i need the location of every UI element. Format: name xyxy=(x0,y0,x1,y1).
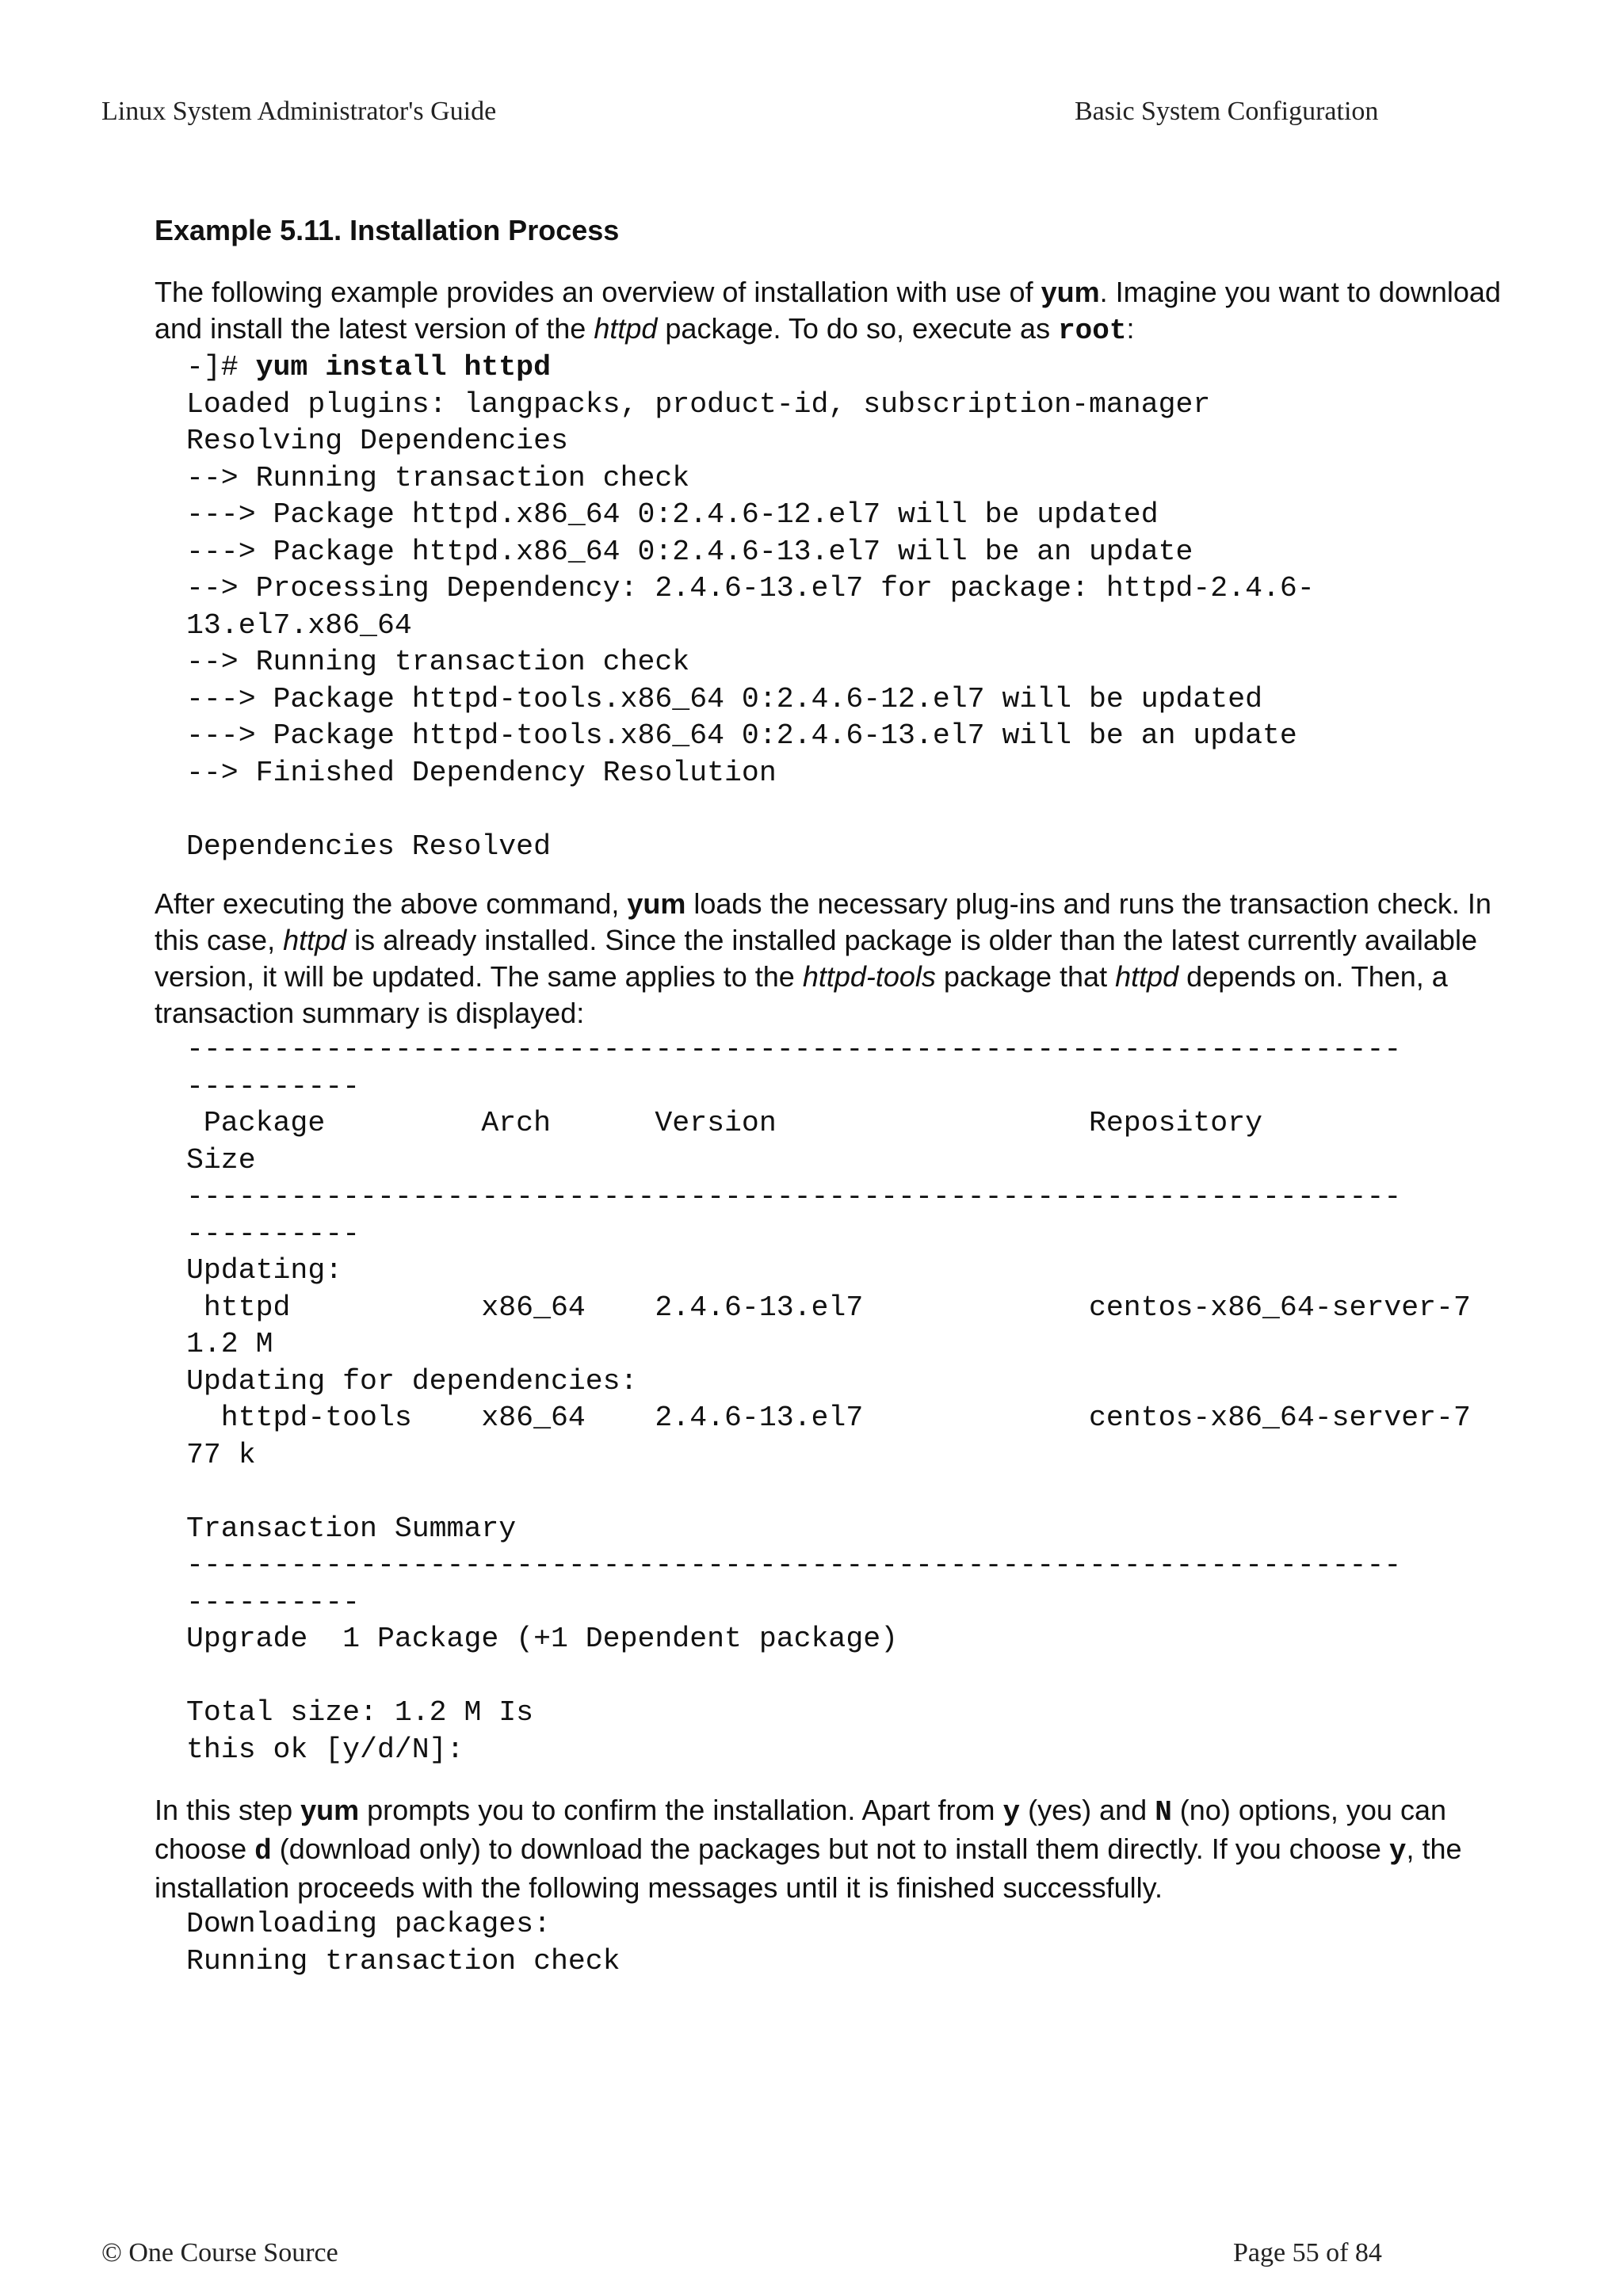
package-name: httpd xyxy=(594,312,658,345)
transaction-summary-output: ---------------------------------------------------------------------- ---------- Package Arch Version Repository Size ---------------------------------------------------------------------- ---------- Updating: httpd x86_64 2.4.6-13.el7 centos-x86_64-server-7 1.2 M Updating for dependencies: httpd-tools x86_64 2.4.6-13.el7 centos-x86_64-server-7 77 k Transaction Summary ---------------------------------------------------------------------- ---------- Upgrade 1 Package (+1 Dependent package) Total size: 1.2 M Is this ok [y/d/N]: xyxy=(186,1033,1471,1766)
text-run: : xyxy=(1126,312,1135,345)
package-name: httpd-tools xyxy=(802,960,936,993)
yum-keyword: yum xyxy=(627,887,686,920)
text-run: package. To do so, execute as xyxy=(657,312,1059,345)
root-user: root xyxy=(1058,315,1127,347)
text-run: (download only) to download the packages but not to install them directly. If you choose xyxy=(271,1833,1389,1865)
package-name: httpd xyxy=(1115,960,1179,993)
option-yes: y xyxy=(1388,1835,1407,1867)
text-run: , the installation proceeds with the following messages until it is finished successfully. xyxy=(155,1833,1462,1904)
download-output: Downloading packages: Running transaction check xyxy=(186,1908,621,1978)
yum-keyword: yum xyxy=(1041,276,1100,308)
running-header-title: Linux System Administrator's Guide xyxy=(101,97,497,126)
example-title: Example 5.11. Installation Process xyxy=(155,214,620,246)
explanation-paragraph xyxy=(155,886,1502,1032)
page-number: Page 55 of 84 xyxy=(1233,2238,1382,2267)
install-command-output xyxy=(186,349,1502,865)
option-download: d xyxy=(254,1835,272,1867)
package-name: httpd xyxy=(283,924,347,956)
text-run: package that xyxy=(935,960,1116,993)
shell-prompt: -]# xyxy=(186,351,256,383)
yum-keyword: yum xyxy=(300,1794,360,1826)
text-run: The following example provides an overview of installation with use of xyxy=(155,276,1041,308)
text-run: depends on. Then, a transaction summary is displayed: xyxy=(155,960,1448,1029)
text-run: (yes) and xyxy=(1020,1794,1155,1826)
option-yes: y xyxy=(1002,1796,1021,1829)
page-content xyxy=(155,212,1502,1980)
option-no: N xyxy=(1155,1796,1172,1829)
install-command: yum install httpd xyxy=(255,351,551,383)
text-run: loads the necessary plug-ins and runs the transaction check. In this case, xyxy=(155,887,1491,956)
intro-paragraph xyxy=(155,274,1502,349)
confirmation-paragraph xyxy=(155,1792,1502,1906)
text-run: prompts you to confirm the installation. Apart from xyxy=(359,1794,1003,1826)
footer-copyright: © One Course Source xyxy=(101,2238,338,2267)
command-output: Loaded plugins: langpacks, product-id, subscription-manager Resolving Dependencies --> Running transaction check ---> Package httpd.x86_64 0:2.4.6-12.el7 will be updated ---> Package httpd.x86_64 0:2.4.6-13.el7 will be an update --> Processing Dependency: 2.4.6-13.el7 for package: httpd-2.4.6- 13.el7.x86_64 --> Running transaction check ---> Package httpd-tools.x86_64 0:2.4.6-12.el7 will be updated ---> Package httpd-tools.x86_64 0:2.4.6-13.el7 will be an update --> Finished Dependency Resolution Dependencies Resolved xyxy=(186,387,1315,863)
text-run: is already installed. Since the installed package is older than the latest currently available version, it will be updated. The same applies to the xyxy=(155,924,1477,993)
text-run: (no) options, you can choose xyxy=(155,1794,1446,1865)
running-header-section: Basic System Configuration xyxy=(1075,97,1379,126)
text-run: After executing the above command, xyxy=(155,887,628,920)
text-run: . Imagine you want to download and install the latest version of the xyxy=(155,276,1501,345)
text-run: In this step xyxy=(155,1794,301,1826)
